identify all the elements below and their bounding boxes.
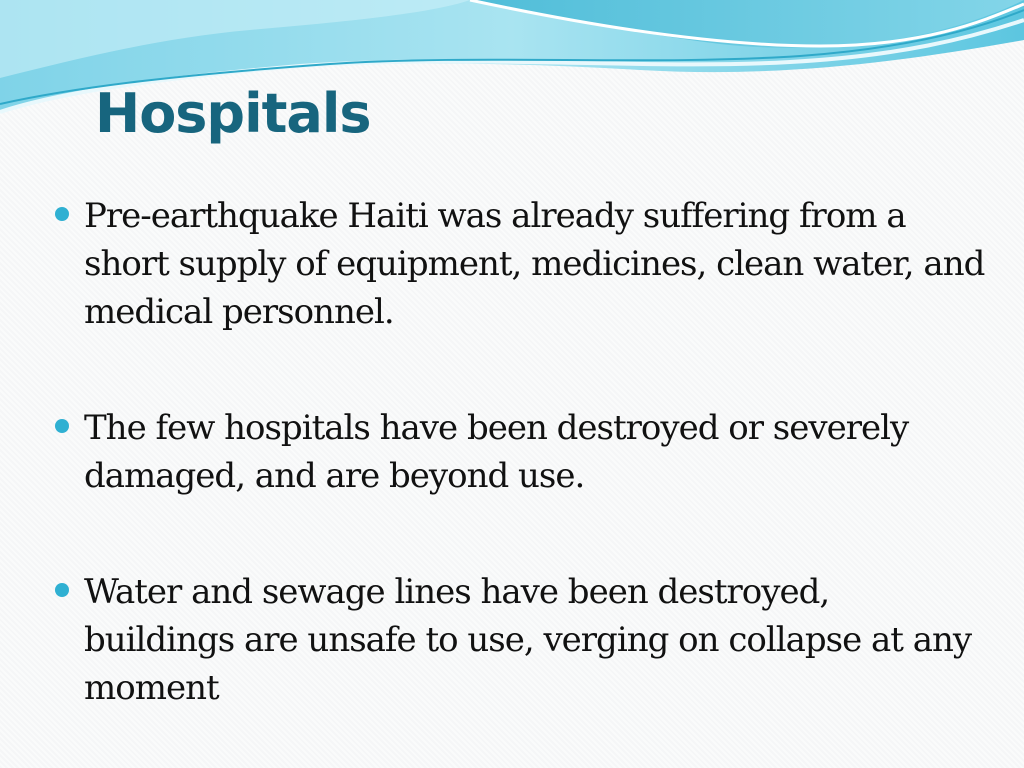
slide-title: Hospitals (95, 82, 371, 145)
bullet-text: Water and sewage lines have been destroyed, buildings are unsafe to use, verging on collapse at any moment (84, 572, 972, 708)
bullet-text: The few hospitals have been destroyed or severely damaged, and are beyond use. (84, 408, 909, 496)
bullet-item (55, 192, 985, 336)
bullet-dot-icon (55, 583, 69, 597)
bullet-item (55, 404, 985, 500)
bullet-dot-icon (55, 207, 69, 221)
bullet-item (55, 568, 985, 712)
bullet-dot-icon (55, 419, 69, 433)
bullet-text: Pre-earthquake Haiti was already suffering from a short supply of equipment, medicines, clean water, and medical personnel. (84, 196, 985, 332)
bullet-list (55, 192, 985, 712)
